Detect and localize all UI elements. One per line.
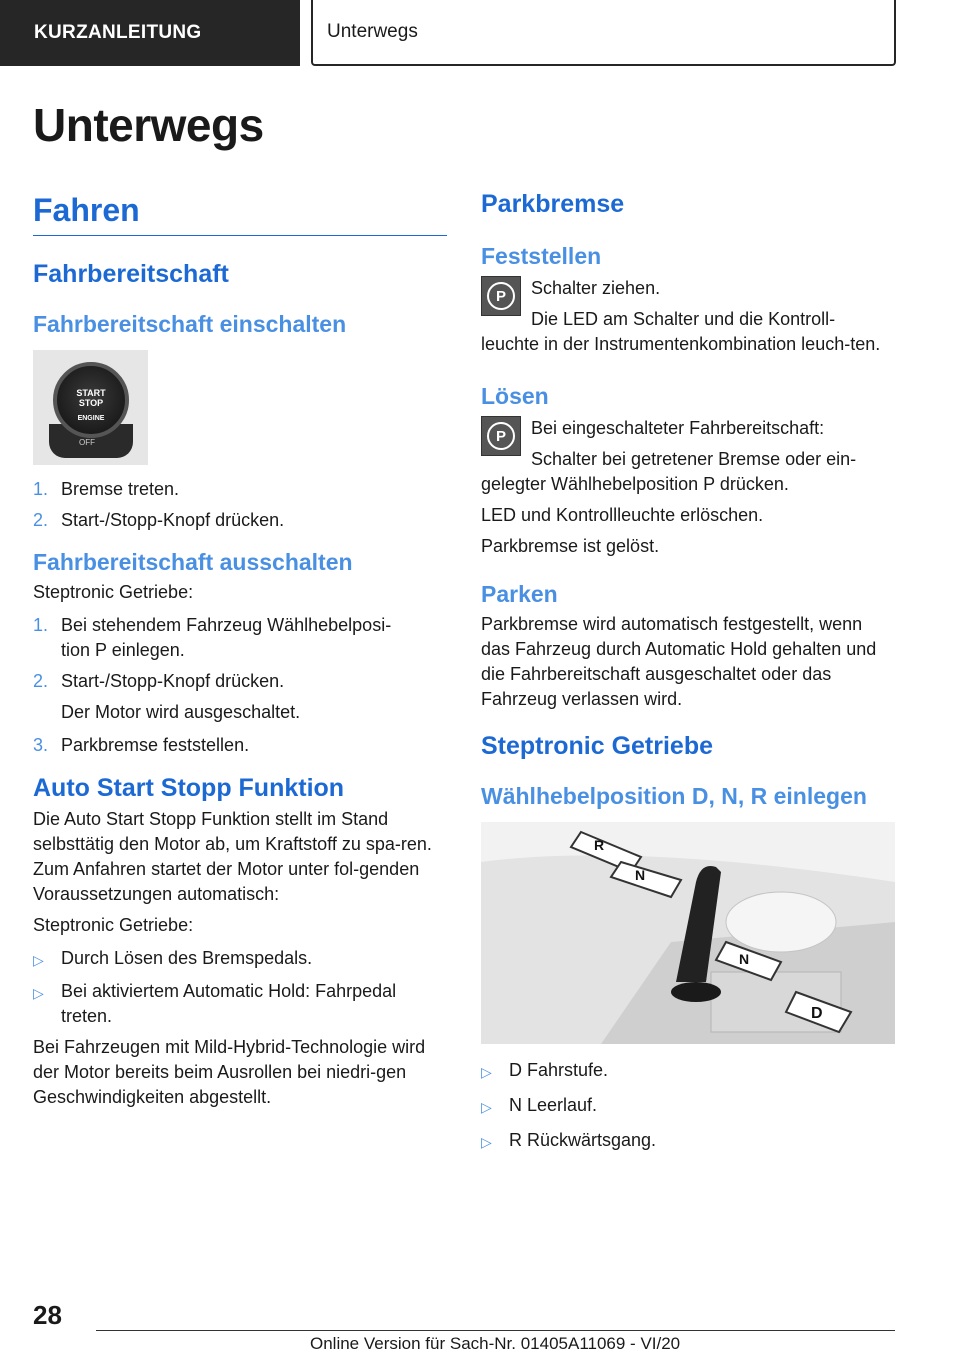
list-item: ▷ N Leerlauf. bbox=[481, 1095, 598, 1115]
list-item: 1. Bei stehendem Fahrzeug Wählhebelposi- tion P einlegen. bbox=[33, 615, 392, 660]
text: LED und Kontrollleuchte erlöschen. bbox=[481, 505, 764, 525]
list-item: ▷ R Rückwärtsgang. bbox=[481, 1130, 657, 1150]
text: Die Auto Start Stopp Funktion stellt im Stand selbsttätig den Motor ab, um Kraftstoff zu spa-ren. Zum Anfahren startet der Motor unter fol-genden Voraussetzungen automatisch: bbox=[33, 809, 432, 904]
heading-parken: Parken bbox=[481, 581, 558, 607]
svg-text:R: R bbox=[594, 837, 605, 853]
list-item: 2. Start-/Stopp-Knopf drücken. bbox=[33, 671, 285, 691]
heading-feststellen: Feststellen bbox=[481, 243, 602, 269]
list-item: ▷ Durch Lösen des Bremspedals. bbox=[33, 948, 313, 968]
parking-brake-icon: P bbox=[481, 276, 521, 316]
list-item: ▷ D Fahrstufe. bbox=[481, 1060, 609, 1080]
left-column bbox=[33, 190, 447, 1110]
heading-steptronic: Steptronic Getriebe bbox=[481, 732, 713, 760]
text: Steptronic Getriebe: bbox=[33, 915, 194, 935]
page-title: Unterwegs bbox=[33, 99, 264, 151]
page-header bbox=[0, 0, 960, 66]
text: leuchte in der Instrumentenkombination leuch-ten. bbox=[481, 334, 881, 354]
list-item: 3. Parkbremse feststellen. bbox=[33, 735, 250, 755]
heading-waehlhebel: Wählhebelposition D, N, R einlegen bbox=[481, 783, 867, 809]
text: gelegter Wählhebelposition P drücken. bbox=[481, 474, 789, 494]
gear-selector-image bbox=[481, 822, 895, 1044]
heading-loesen: Lösen bbox=[481, 383, 549, 409]
feststellen-block bbox=[481, 276, 895, 332]
text: Parkbremse wird automatisch festgestellt, wenn das Fahrzeug durch Automatic Hold gehalten und die Fahrbereitschaft ausgeschaltet oder das Fahrzeug verlassen wird. bbox=[481, 614, 877, 709]
heading-parkbremse: Parkbremse bbox=[481, 190, 625, 218]
svg-text:N: N bbox=[635, 867, 646, 883]
text: Schalter ziehen. bbox=[531, 278, 661, 298]
text: Parkbremse ist gelöst. bbox=[481, 536, 660, 556]
footer-divider bbox=[96, 1330, 895, 1331]
right-column bbox=[481, 190, 895, 1161]
parking-brake-icon: P bbox=[481, 416, 521, 456]
heading-autostart: Auto Start Stopp Funktion bbox=[33, 774, 345, 802]
heading-fahren: Fahren bbox=[33, 190, 447, 236]
text: Die LED am Schalter und die Kontroll- bbox=[531, 309, 836, 329]
list-item: 1. Bremse treten. bbox=[33, 479, 180, 499]
svg-text:N: N bbox=[739, 951, 750, 967]
ausschalten-steps bbox=[33, 613, 447, 758]
heading-einschalten: Fahrbereitschaft einschalten bbox=[33, 311, 347, 337]
list-item: ▷ Bei aktiviertem Automatic Hold: Fahrpedal treten. bbox=[33, 981, 397, 1026]
start-stop-button-image: START STOP ENGINE OFF bbox=[33, 350, 148, 465]
text: Bei eingeschalteter Fahrbereitschaft: bbox=[531, 418, 825, 438]
list-item: 2. Start-/Stopp-Knopf drücken. bbox=[33, 510, 285, 530]
heading-ausschalten: Fahrbereitschaft ausschalten bbox=[33, 549, 353, 575]
footer-version: Online Version für Sach-Nr. 01405A11069 - VI/20 bbox=[310, 1334, 681, 1353]
loesen-block bbox=[481, 416, 895, 472]
text: Der Motor wird ausgeschaltet. bbox=[61, 702, 301, 722]
text: Schalter bei getretener Bremse oder ein- bbox=[531, 449, 857, 469]
heading-fahrbereitschaft: Fahrbereitschaft bbox=[33, 260, 229, 288]
waehl-bullets bbox=[481, 1058, 895, 1155]
text: Steptronic Getriebe: bbox=[33, 582, 194, 602]
autostart-bullets bbox=[33, 946, 447, 1029]
header-section-tab: KURZANLEITUNG bbox=[0, 0, 300, 66]
svg-text:D: D bbox=[811, 1005, 823, 1022]
page-number: 28 bbox=[33, 1300, 62, 1330]
einschalten-steps bbox=[33, 477, 447, 533]
text: Bei Fahrzeugen mit Mild-Hybrid-Technologie wird der Motor bereits beim Ausrollen bei niedri-gen Geschwindigkeiten abgestellt. bbox=[33, 1037, 426, 1107]
header-chapter-tab: Unterwegs bbox=[311, 0, 896, 66]
